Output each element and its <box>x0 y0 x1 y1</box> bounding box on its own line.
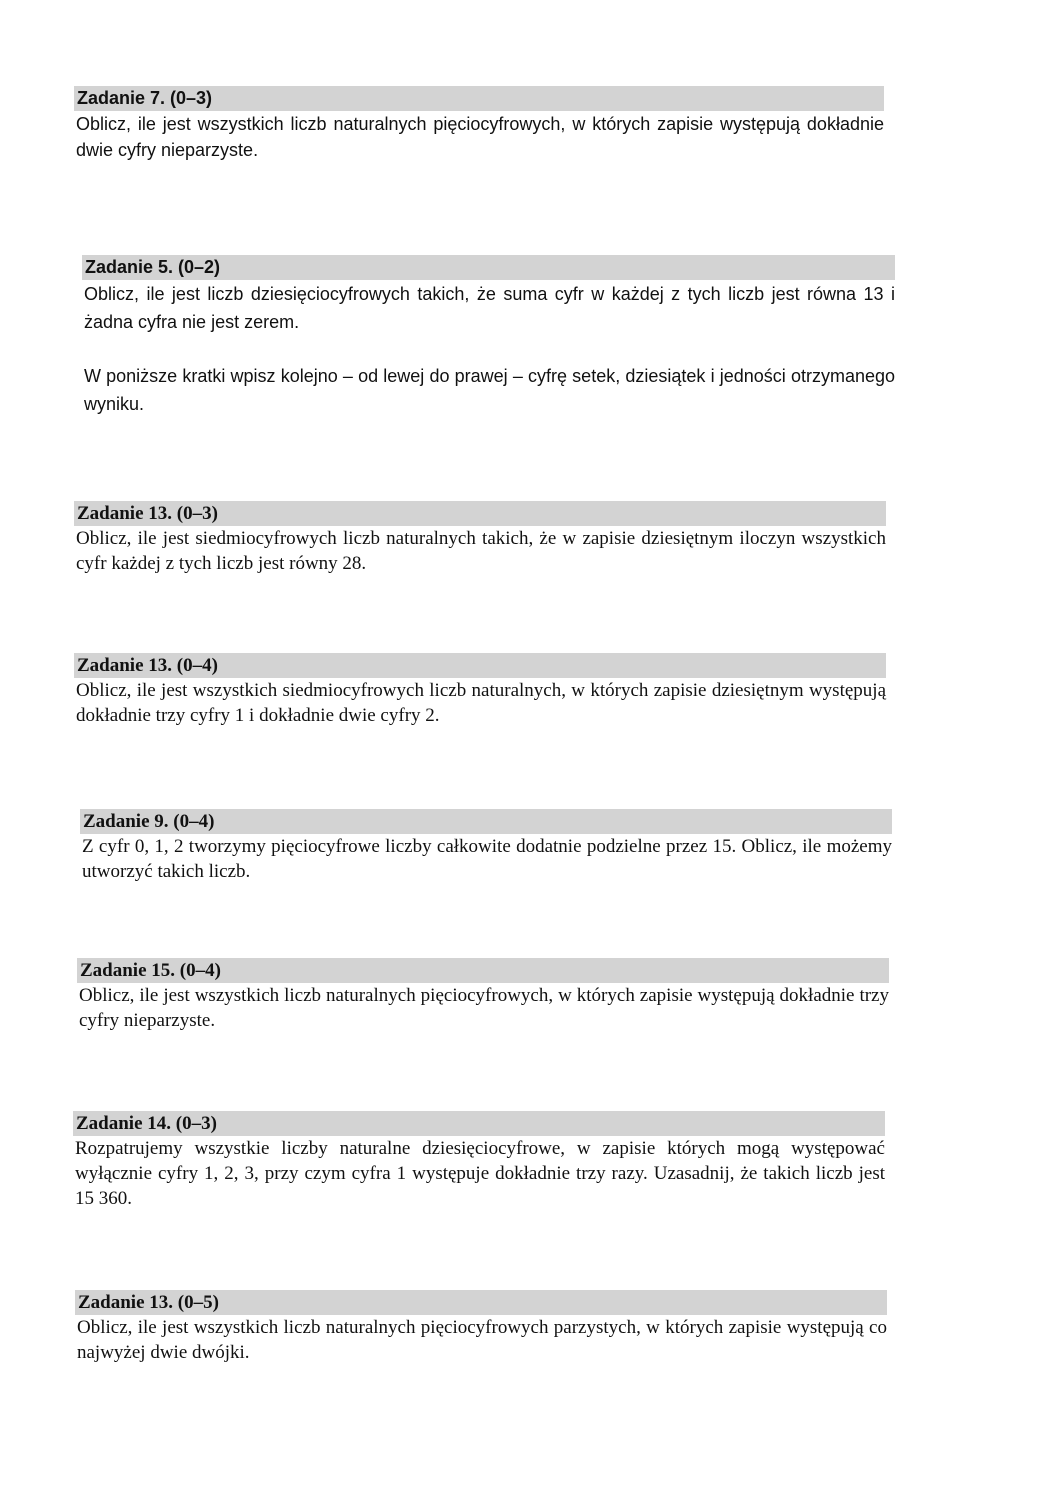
task-header: Zadanie 9. (0–4) <box>80 809 892 834</box>
task-header: Zadanie 5. (0–2) <box>82 255 895 280</box>
task-paragraph: Oblicz, ile jest wszystkich liczb naturalnych pięciocyfrowych parzystych, w których zapisie występują co najwyżej dwie dwójki. <box>77 1317 887 1363</box>
task-text <box>73 1136 885 1211</box>
task-zadanie-7 <box>74 86 884 163</box>
task-zadanie-13-b <box>74 653 886 728</box>
task-paragraph: Oblicz, ile jest siedmiocyfrowych liczb naturalnych takich, że w zapisie dziesiętnym iloczyn wszystkich cyfr każdej z tych liczb jest równy 28. <box>76 528 886 574</box>
task-zadanie-13-c <box>75 1290 887 1365</box>
task-paragraph: Oblicz, ile jest wszystkich siedmiocyfrowych liczb naturalnych, w których zapisie dziesiętnym występują dokładnie trzy cyfry 1 i dokładnie dwie cyfry 2. <box>76 680 886 726</box>
task-text <box>77 983 889 1033</box>
task-paragraph: Rozpatrujemy wszystkie liczby naturalne dziesięciocyfrowe, w zapisie których mogą występować wyłącznie cyfry 1, 2, 3, przy czym cyfra 1 występuje dokładnie trzy razy. Uzasadnij, że takich liczb jest 15 360. <box>75 1138 885 1209</box>
paragraph-gap <box>84 336 895 362</box>
task-header: Zadanie 13. (0–3) <box>74 501 886 526</box>
task-header: Zadanie 13. (0–5) <box>75 1290 887 1315</box>
task-paragraph: Oblicz, ile jest liczb dziesięciocyfrowych takich, że suma cyfr w każdej z tych liczb jest równa 13 i żadna cyfra nie jest zerem. <box>84 284 895 332</box>
task-text <box>80 834 892 884</box>
task-text <box>74 526 886 576</box>
task-header: Zadanie 7. (0–3) <box>74 86 884 111</box>
task-paragraph: Oblicz, ile jest wszystkich liczb naturalnych pięciocyfrowych, w których zapisie występują dokładnie trzy cyfry nieparzyste. <box>79 985 889 1031</box>
task-header: Zadanie 13. (0–4) <box>74 653 886 678</box>
task-zadanie-14 <box>73 1111 885 1211</box>
task-text <box>74 111 884 163</box>
task-text <box>74 678 886 728</box>
task-text <box>75 1315 887 1365</box>
task-zadanie-5 <box>82 255 895 418</box>
task-paragraph: W poniższe kratki wpisz kolejno – od lewej do prawej – cyfrę setek, dziesiątek i jedności otrzymanego wyniku. <box>84 366 895 414</box>
task-zadanie-15 <box>77 958 889 1033</box>
task-paragraph: Oblicz, ile jest wszystkich liczb naturalnych pięciocyfrowych, w których zapisie występują dokładnie dwie cyfry nieparzyste. <box>76 114 884 160</box>
task-header: Zadanie 15. (0–4) <box>77 958 889 983</box>
task-header: Zadanie 14. (0–3) <box>73 1111 885 1136</box>
task-zadanie-9 <box>80 809 892 884</box>
task-text <box>82 280 895 418</box>
task-zadanie-13-a <box>74 501 886 576</box>
task-paragraph: Z cyfr 0, 1, 2 tworzymy pięciocyfrowe liczby całkowite dodatnie podzielne przez 15. Oblicz, ile możemy utworzyć takich liczb. <box>82 836 892 882</box>
